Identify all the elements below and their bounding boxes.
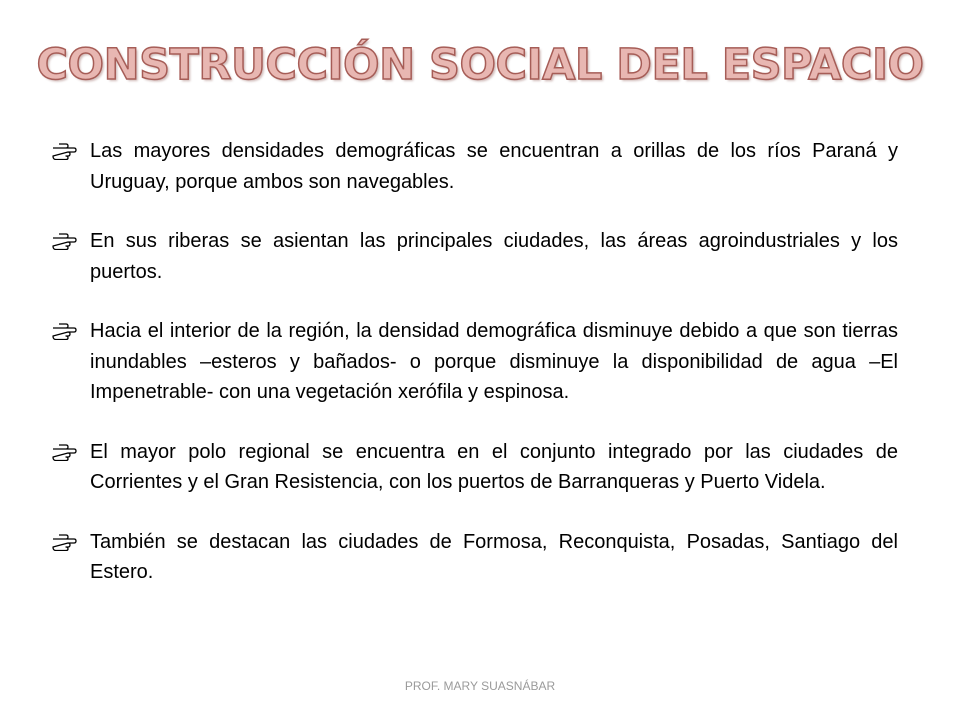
pointing-hand-icon [52, 437, 90, 461]
pointing-hand-icon [52, 226, 90, 250]
bullet-text: El mayor polo regional se encuentra en el conjunto integrado por las ciudades de Corrientes y el Gran Resistencia, con los puertos de Barranqueras y Puerto Videla. [90, 440, 898, 493]
slide-title: CONSTRUCCIÓN SOCIAL DEL ESPACIO [36, 40, 924, 90]
bullet-list [52, 136, 898, 617]
bullet-item [52, 527, 898, 588]
pointing-hand-icon [52, 136, 90, 160]
bullet-item [52, 316, 898, 408]
bullet-text: También se destacan las ciudades de Formosa, Reconquista, Posadas, Santiago del Estero. [90, 530, 898, 583]
footer-author: PROF. MARY SUASNÁBAR [404, 679, 556, 693]
bullet-text: En sus riberas se asientan las principales ciudades, las áreas agroindustriales y los puertos. [90, 230, 898, 283]
bullet-text: Hacia el interior de la región, la densidad demográfica disminuye debido a que son tierras inundables –esteros y bañados- o porque disminuye la disponibilidad de agua –El Impenetrable- con una vegetación xerófila y espinosa. [90, 320, 898, 403]
bullet-item [52, 136, 898, 197]
pointing-hand-icon [52, 316, 90, 340]
bullet-text: Las mayores densidades demográficas se encuentran a orillas de los ríos Paraná y Uruguay, porque ambos son navegables. [90, 140, 898, 193]
bullet-item [52, 437, 898, 498]
pointing-hand-icon [52, 527, 90, 551]
bullet-item [52, 226, 898, 287]
